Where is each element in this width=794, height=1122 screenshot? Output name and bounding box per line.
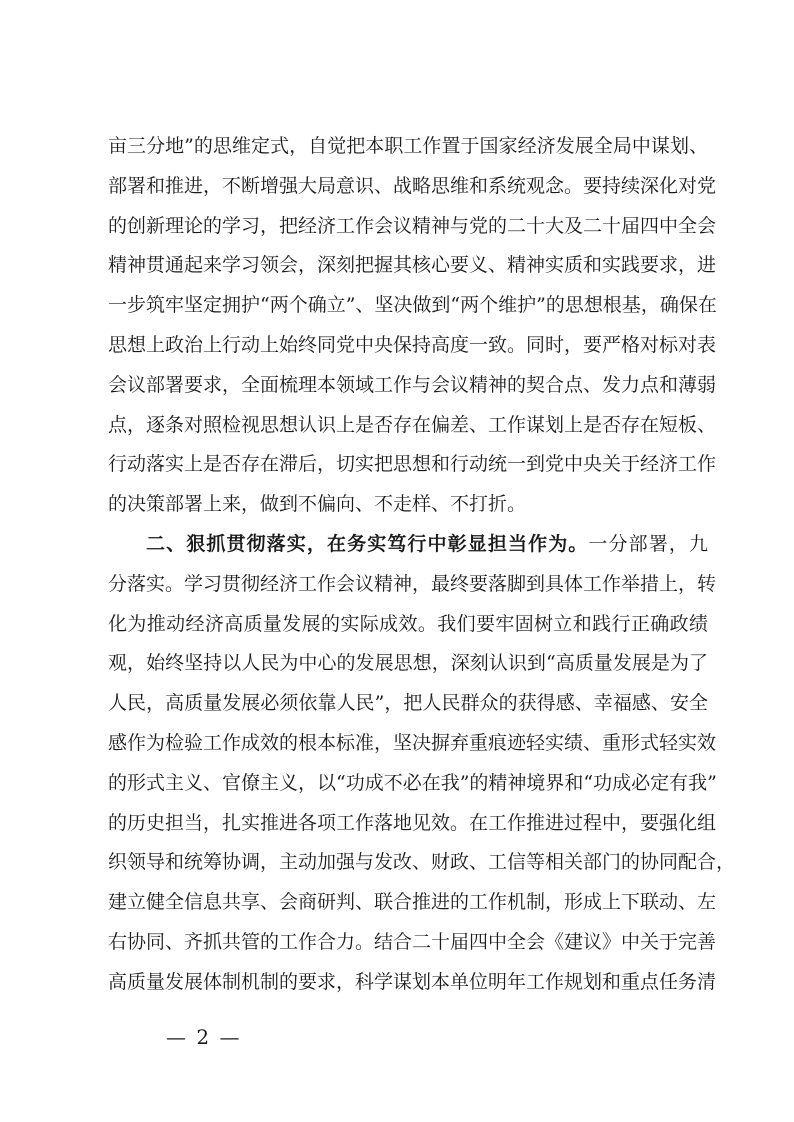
- text-line: 思想上政治上行动上始终同党中央保持高度一致。同时，要严格对标对表: [108, 333, 717, 356]
- body-text: [108, 127, 736, 1003]
- text-line: 行动落实上是否存在滞后，切实把思想和行动统一到党中央关于经济工作: [108, 453, 717, 476]
- text-line: 点，逐条对照检视思想认识上是否存在偏差、工作谋划上是否存在短板、: [108, 413, 717, 436]
- text-line: 的形式主义、官僚主义，以“功成不必在我”的精神境界和“功成必定有我”: [108, 771, 717, 794]
- text-line: 的历史担当，扎实推进各项工作落地见效。在工作推进过程中，要强化组: [108, 811, 717, 834]
- text-line: 感作为检验工作成效的根本标准，坚决摒弃重痕迹轻实绩、重形式轻实效: [108, 731, 717, 754]
- text-line: 高质量发展体制机制的要求，科学谋划本单位明年工作规划和重点任务清: [108, 970, 717, 993]
- text-line: 亩三分地”的思维定式，自觉把本职工作置于国家经济发展全局中谋划、: [108, 135, 708, 157]
- text-line: 织领导和统筹协调，主动加强与发改、财政、工信等相关部门的协同配合，: [108, 851, 736, 874]
- text-line: 右协同、齐抓共管的工作合力。结合二十届四中全会《建议》中关于完善: [108, 930, 717, 953]
- section-heading-line: [108, 525, 708, 565]
- text-line: 的决策部署上来，做到不偏向、不走样、不打折。: [108, 493, 527, 516]
- text-line: 建立健全信息共享、会商研判、联合推进的工作机制，形成上下联动、左: [108, 891, 717, 914]
- text-line: 的创新理论的学习，把经济工作会议精神与党的二十大及二十届四中全会: [108, 214, 717, 237]
- text-line: 观，始终坚持以人民为中心的发展思想，深刻认识到“高质量发展是为了: [108, 652, 708, 675]
- section-heading-rest: 一分部署，九: [588, 532, 708, 555]
- page-number: — 2 —: [166, 1025, 242, 1049]
- text-line: 部署和推进，不断增强大局意识、战略思维和系统观念。要持续深化对党: [108, 174, 717, 197]
- text-line: 化为推动经济高质量发展的实际成效。我们要牢固树立和践行正确政绩: [108, 612, 708, 635]
- text-line: 一步筑牢坚定拥护“两个确立”、坚决做到“两个维护”的思想根基，确保在: [108, 294, 717, 317]
- text-line: 分落实。学习贯彻经济工作会议精神，最终要落脚到具体工作举措上，转: [108, 572, 717, 595]
- text-line: 会议部署要求，全面梳理本领域工作与会议精神的契合点、发力点和薄弱: [108, 373, 717, 396]
- section-heading: 二、狠抓贯彻落实，在务实笃行中彰显担当作为。: [146, 532, 589, 555]
- text-line: 人民，高质量发展必须依靠人民”，把人民群众的获得感、幸福感、安全: [108, 692, 708, 715]
- text-line: 精神贯通起来学习领会，深刻把握其核心要义、精神实质和实践要求，进: [108, 254, 717, 277]
